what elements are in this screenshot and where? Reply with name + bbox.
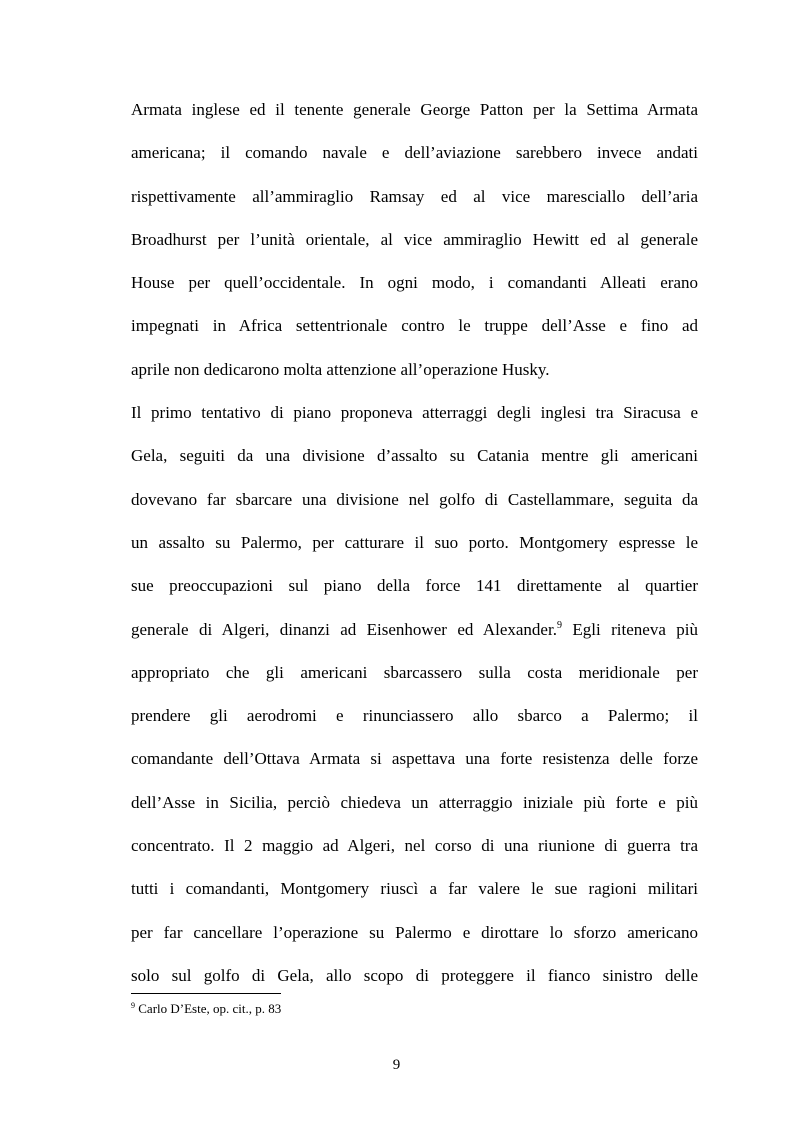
text-line: House per quell’occidentale. In ogni modo, i comandanti Alleati erano [131,273,698,293]
footnote [131,1000,698,1017]
text-line: appropriato che gli americani sbarcassero sulla costa meridionale per [131,662,698,682]
footnote-text: Carlo D’Este, op. cit., p. 83 [138,1001,282,1016]
text-line: dell’Asse in Sicilia, perciò chiedeva un atterraggio iniziale più forte e più [131,792,698,812]
text-line: Gela, seguiti da una divisione d’assalto su Catania mentre gli americani [131,446,698,466]
text-line: tutti i comandanti, Montgomery riuscì a far valere le sue ragioni militari [131,879,698,899]
text-line: comandante dell’Ottava Armata si aspettava una forte resistenza delle forze [131,749,698,769]
text-segment: generale di Algeri, dinanzi ad Eisenhower ed Alexander. [131,619,557,639]
body-text [131,88,698,997]
footnote-reference[interactable]: 9 [556,619,562,631]
text-line: prendere gli aerodromi e rinunciassero allo sbarco a Palermo; il [131,706,698,726]
text-line: Il primo tentativo di piano proponeva atterraggi degli inglesi tra Siracusa e [131,403,698,423]
text-line: un assalto su Palermo, per catturare il suo porto. Montgomery espresse le [131,532,698,552]
footnote-divider [131,993,281,994]
text-segment: Egli riteneva più [572,619,698,639]
text-line: per far cancellare l’operazione su Palermo e dirottare lo sforzo americano [131,922,698,942]
text-line: aprile non dedicarono molta attenzione all’operazione Husky. [131,359,550,379]
text-line: solo sul golfo di Gela, allo scopo di proteggere il fianco sinistro delle [131,965,698,985]
text-line: Armata inglese ed il tenente generale George Patton per la Settima Armata [131,100,698,119]
footnote-number: 9 [131,1001,135,1010]
text-line: americana; il comando navale e dell’aviazione sarebbero invece andati [131,143,698,163]
text-line-with-footnote [131,608,698,651]
text-line: sue preoccupazioni sul piano della force 141 direttamente al quartier [131,576,698,596]
text-line: Broadhurst per l’unità orientale, al vice ammiraglio Hewitt ed al generale [131,229,698,249]
text-line: impegnati in Africa settentrionale contro le truppe dell’Asse e fino ad [131,316,698,336]
page-number: 9 [392,1057,401,1073]
text-line: dovevano far sbarcare una divisione nel golfo di Castellammare, seguita da [131,489,698,509]
text-line: rispettivamente all’ammiraglio Ramsay ed al vice maresciallo dell’aria [131,186,698,206]
text-line: concentrato. Il 2 maggio ad Algeri, nel corso di una riunione di guerra tra [131,836,698,856]
